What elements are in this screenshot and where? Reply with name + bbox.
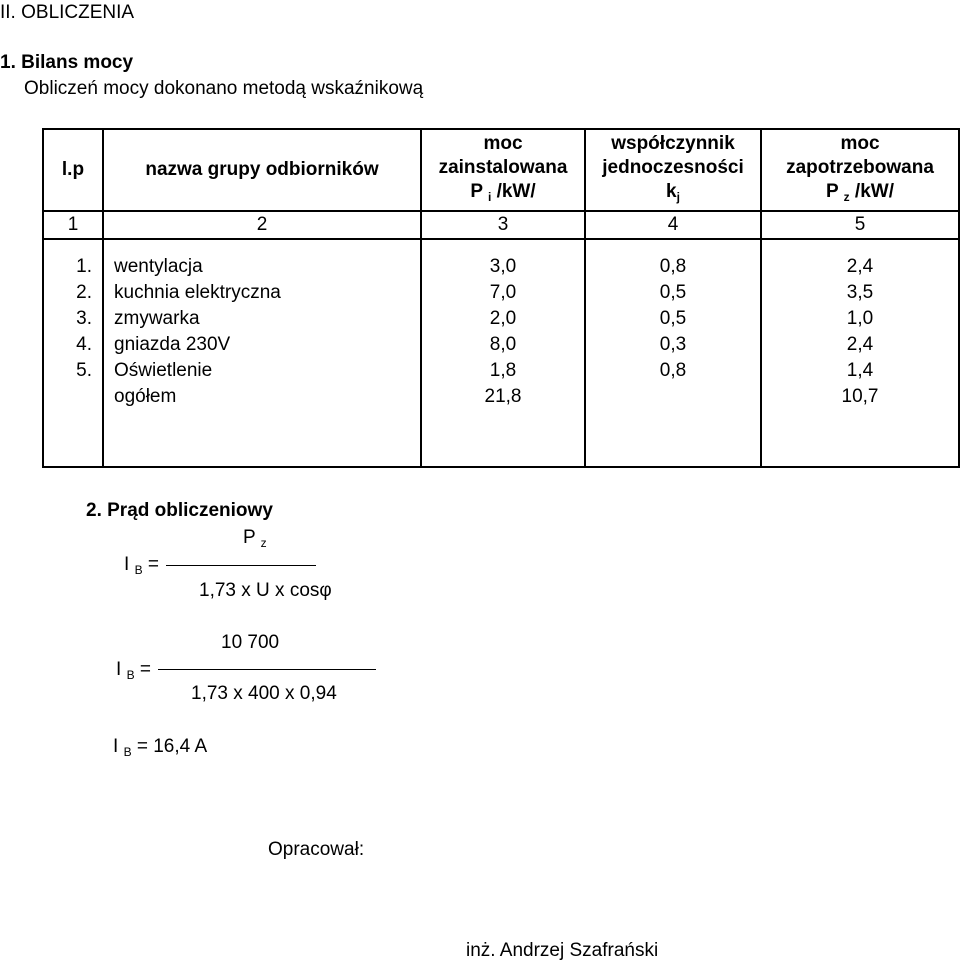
power-balance-table bbox=[42, 128, 960, 468]
header-demand-line2: zapotrzebowana bbox=[786, 156, 934, 178]
formula2-lhs-subscript: B bbox=[126, 668, 135, 682]
installed-symbol: P bbox=[470, 180, 483, 202]
installed-unit: /kW/ bbox=[491, 180, 536, 202]
row-installed-power: 8,0 bbox=[489, 334, 517, 355]
formula1-lhs-symbol: I bbox=[124, 554, 130, 575]
formula1-numerator bbox=[243, 527, 267, 550]
row-installed-power: 3,0 bbox=[489, 256, 517, 277]
installed-power-column bbox=[421, 239, 585, 467]
result-lhs-subscript: B bbox=[123, 745, 132, 759]
row-installed-power: 1,8 bbox=[489, 360, 517, 381]
header-simultaneity-coefficient bbox=[585, 129, 761, 211]
column-number: 3 bbox=[421, 211, 585, 239]
formula2-lhs-symbol: I bbox=[116, 659, 122, 680]
demand-power-column bbox=[761, 239, 959, 467]
formula1-equals: = bbox=[142, 554, 159, 575]
result-current bbox=[113, 736, 207, 759]
row-demand-power: 2,4 bbox=[846, 256, 874, 277]
column-number-row bbox=[43, 211, 959, 239]
row-demand-power: 3,5 bbox=[846, 282, 874, 303]
column-number: 2 bbox=[103, 211, 421, 239]
prepared-by-label: Opracował: bbox=[268, 839, 365, 860]
row-lp: 4. bbox=[76, 334, 92, 355]
demand-unit: /kW/ bbox=[849, 180, 894, 202]
subsection-title-design-current: 2. Prąd obliczeniowy bbox=[86, 500, 273, 521]
formula1-lhs-subscript: B bbox=[134, 563, 143, 577]
coefficient-column bbox=[585, 239, 761, 467]
header-coef-line3 bbox=[586, 180, 760, 209]
row-name: wentylacja bbox=[114, 256, 203, 277]
column-number: 4 bbox=[585, 211, 761, 239]
demand-subscript: z bbox=[843, 189, 850, 204]
row-lp: 1. bbox=[76, 256, 92, 277]
lp-column bbox=[43, 239, 103, 467]
total-demand-power: 10,7 bbox=[841, 386, 879, 407]
row-installed-power: 7,0 bbox=[489, 282, 517, 303]
row-lp: 2. bbox=[76, 282, 92, 303]
row-name: gniazda 230V bbox=[114, 334, 231, 355]
formula2-equals: = bbox=[134, 659, 151, 680]
row-coefficient: 0,8 bbox=[659, 360, 687, 381]
header-demand-power bbox=[761, 129, 959, 211]
formula1-num-symbol: P bbox=[243, 527, 256, 548]
table-body-row bbox=[43, 239, 959, 467]
row-lp: 5. bbox=[76, 360, 92, 381]
row-coefficient: 0,5 bbox=[659, 308, 687, 329]
method-description: Obliczeń mocy dokonano metodą wskaźnikową bbox=[24, 78, 424, 99]
header-coef-line2: jednoczesności bbox=[602, 156, 744, 178]
formula2-numerator: 10 700 bbox=[221, 632, 280, 653]
column-number: 5 bbox=[761, 211, 959, 239]
formula1-denominator: 1,73 x U x cosφ bbox=[199, 580, 332, 601]
header-installed-line3 bbox=[422, 180, 584, 209]
name-column bbox=[103, 239, 421, 467]
subsection-title-power-balance: 1. Bilans mocy bbox=[0, 52, 134, 73]
row-name: zmywarka bbox=[114, 308, 200, 329]
row-coefficient: 0,5 bbox=[659, 282, 687, 303]
row-lp: 3. bbox=[76, 308, 92, 329]
installed-subscript: i bbox=[487, 189, 492, 204]
row-installed-power: 2,0 bbox=[489, 308, 517, 329]
header-installed-line1: moc bbox=[483, 132, 523, 154]
row-coefficient: 0,8 bbox=[659, 256, 687, 277]
row-coefficient: 0,3 bbox=[659, 334, 687, 355]
formula2-lhs bbox=[116, 659, 151, 682]
coef-symbol: k bbox=[666, 180, 677, 202]
total-installed-power: 21,8 bbox=[484, 386, 522, 407]
header-installed-power bbox=[421, 129, 585, 211]
formula2-fraction-bar bbox=[158, 669, 376, 670]
formula1-lhs bbox=[124, 554, 159, 577]
header-coef-line1: współczynnik bbox=[611, 132, 735, 154]
row-name: kuchnia elektryczna bbox=[114, 282, 281, 303]
result-lhs-symbol: I bbox=[113, 736, 119, 757]
header-group-name: nazwa grupy odbiorników bbox=[103, 129, 421, 211]
formula1-fraction-bar bbox=[166, 565, 316, 566]
row-demand-power: 2,4 bbox=[846, 334, 874, 355]
column-number: 1 bbox=[43, 211, 103, 239]
coef-subscript: j bbox=[676, 189, 680, 204]
total-label: ogółem bbox=[114, 386, 177, 407]
row-demand-power: 1,0 bbox=[846, 308, 874, 329]
table-header-row bbox=[43, 129, 959, 211]
author-name: inż. Andrzej Szafrański bbox=[466, 940, 659, 961]
header-lp: l.p bbox=[43, 129, 103, 211]
header-demand-line1: moc bbox=[840, 132, 880, 154]
formula1-num-subscript: z bbox=[260, 536, 267, 550]
section-title: II. OBLICZENIA bbox=[0, 2, 135, 23]
row-name: Oświetlenie bbox=[114, 360, 213, 381]
demand-symbol: P bbox=[826, 180, 839, 202]
header-demand-line3 bbox=[762, 180, 958, 209]
row-demand-power: 1,4 bbox=[846, 360, 874, 381]
result-value: = 16,4 A bbox=[131, 736, 208, 757]
header-installed-line2: zainstalowana bbox=[438, 156, 568, 178]
formula2-denominator: 1,73 x 400 x 0,94 bbox=[191, 683, 337, 704]
